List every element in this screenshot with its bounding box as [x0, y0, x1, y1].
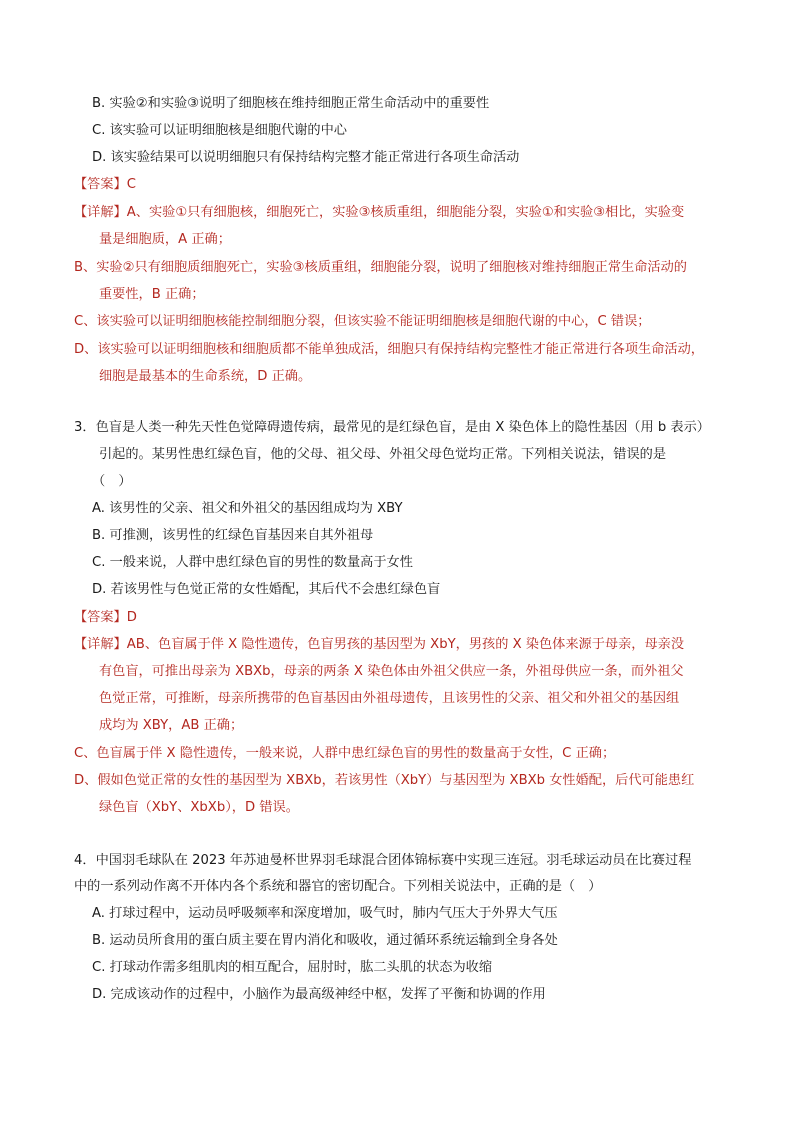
q3-stem-1: 3．色盲是人类一种先天性色觉障碍遗传病，最常见的是红绿色盲，是由 X 染色体上的隐性基因（用 b 表示）: [74, 420, 710, 435]
q3-option-b: B. 可推测，该男性的红绿色盲基因来自其外祖母: [92, 528, 374, 543]
q4-option-a: A. 打球过程中，运动员呼吸频率和深度增加，吸气时，肺内气压大于外界大气压: [92, 906, 558, 921]
q2-explain-b-2: 重要性，B 正确；: [99, 287, 205, 302]
q2-explain-a-1: 【详解】A、实验①只有细胞核，细胞死亡，实验③核质重组，细胞能分裂，实验①和实验③相比，实验变: [74, 205, 685, 220]
q3-explain-ab-4: 成均为 XBY，AB 正确；: [99, 718, 244, 733]
q3-explain-ab-3: 色觉正常，可推断，母亲所携带的色盲基因由外祖母遗传，且该男性的父亲、祖父和外祖父的基因组: [99, 691, 680, 706]
q2-explain-d-1: D、该实验可以证明细胞核和细胞质都不能单独成活，细胞只有保持结构完整性才能正常进行各项生命活动，: [74, 342, 704, 357]
q2-answer: 【答案】C: [74, 177, 136, 192]
q3-explain-c-1: C、色盲属于伴 X 隐性遗传，一般来说，人群中患红绿色盲的男性的数量高于女性，C 正确；: [74, 746, 616, 761]
q2-explain-c-1: C、该实验可以证明细胞核能控制细胞分裂，但该实验不能证明细胞核是细胞代谢的中心，C 错误；: [74, 314, 651, 329]
q3-explain-ab-1: 【详解】AB、色盲属于伴 X 隐性遗传，色盲男孩的基因型为 XbY，男孩的 X 染色体来源于母亲，母亲没: [74, 637, 685, 652]
q4-stem-2: 中的一系列动作离不开体内各个系统和器官的密切配合。下列相关说法中，正确的是（ ）: [74, 879, 602, 894]
q3-answer: 【答案】D: [74, 610, 137, 625]
q3-stem-3: （ ）: [92, 474, 132, 489]
q4-option-d: D. 完成该动作的过程中，小脑作为最高级神经中枢，发挥了平衡和协调的作用: [92, 987, 546, 1002]
q2-option-b: B. 实验②和实验③说明了细胞核在维持细胞正常生命活动中的重要性: [92, 96, 490, 111]
q4-option-c: C. 打球动作需多组肌肉的相互配合，屈肘时，肱二头肌的状态为收缩: [92, 960, 493, 975]
q3-explain-d-2: 绿色盲（XbY、XbXb），D 错误。: [99, 800, 299, 815]
q3-option-a: A. 该男性的父亲、祖父和外祖父的基因组成均为 XBY: [92, 501, 403, 516]
q3-option-c: C. 一般来说，人群中患红绿色盲的男性的数量高于女性: [92, 555, 413, 570]
q3-explain-d-1: D、假如色觉正常的女性的基因型为 XBXb，若该男性（XbY）与基因型为 XBXb 女性婚配，后代可能患红: [74, 773, 695, 788]
q4-stem-1: 4．中国羽毛球队在 2023 年苏迪曼杯世界羽毛球混合团体锦标赛中实现三连冠。羽毛球运动员在比赛过程: [74, 853, 692, 868]
q3-explain-ab-2: 有色盲，可推出母亲为 XBXb，母亲的两条 X 染色体由外祖父供应一条，外祖母供应一条，而外祖父: [99, 664, 684, 679]
q2-option-d: D. 该实验结果可以说明细胞只有保持结构完整才能正常进行各项生命活动: [92, 150, 520, 165]
q2-explain-b-1: B、实验②只有细胞质细胞死亡，实验③核质重组，细胞能分裂，说明了细胞核对维持细胞正常生命活动的: [74, 260, 687, 275]
q2-option-c: C. 该实验可以证明细胞核是细胞代谢的中心: [92, 123, 347, 138]
q3-option-d: D. 若该男性与色觉正常的女性婚配，其后代不会患红绿色盲: [92, 582, 441, 597]
q3-stem-2: 引起的。某男性患红绿色盲，他的父母、祖父母、外祖父母色觉均正常。下列相关说法，错误的是: [99, 447, 667, 462]
q2-explain-d-2: 细胞是最基本的生命系统，D 正确。: [99, 369, 312, 384]
q4-option-b: B. 运动员所食用的蛋白质主要在胃内消化和吸收，通过循环系统运输到全身各处: [92, 933, 558, 948]
q2-explain-a-2: 量是细胞质，A 正确；: [99, 232, 231, 247]
